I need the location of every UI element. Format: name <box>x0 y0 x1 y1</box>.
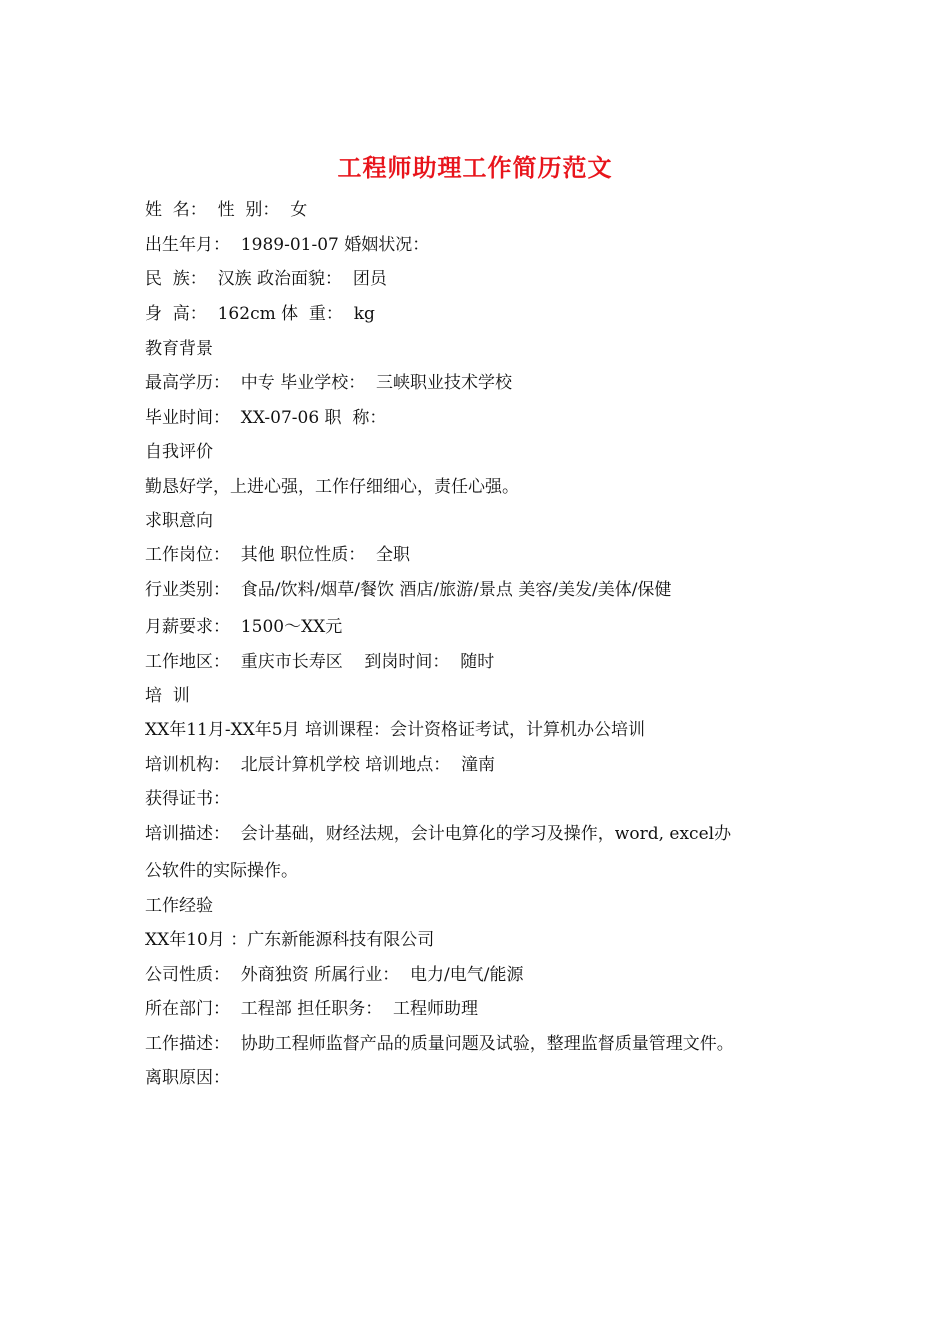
section-heading-self-evaluation: 自我评价 <box>145 442 213 462</box>
text-line-training-description-cont: 公软件的实际操作。 <box>145 861 298 881</box>
text-line-degree-school: 最高学历： 中专 毕业学校： 三峡职业技术学校 <box>145 373 513 393</box>
text-line-name-gender: 姓 名： 性 别： 女 <box>145 200 308 220</box>
section-heading-job-objective: 求职意向 <box>145 511 213 531</box>
text-line-company: XX年10月 ：广东新能源科技有限公司 <box>145 930 435 950</box>
section-heading-education: 教育背景 <box>145 339 213 359</box>
text-line-ethnicity-political: 民 族： 汉族 政治面貌： 团员 <box>145 269 387 289</box>
text-line-company-nature: 公司性质： 外商独资 所属行业： 电力/电气/能源 <box>145 965 524 985</box>
text-line-position-type: 工作岗位： 其他 职位性质： 全职 <box>145 545 411 565</box>
text-line-industry: 行业类别： 食品/饮料/烟草/餐饮 酒店/旅游/景点 美容/美发/美体/保健 <box>145 580 672 600</box>
section-heading-work-experience: 工作经验 <box>145 896 213 916</box>
text-line-birth-marital: 出生年月： 1989-01-07 婚姻状况： <box>145 235 430 255</box>
text-line-graduation-title: 毕业时间： XX-07-06 职 称： <box>145 408 387 428</box>
text-line-department: 所在部门： 工程部 担任职务： 工程师助理 <box>145 999 479 1019</box>
document-title: 工程师助理工作简历范文 <box>337 153 613 182</box>
text-line-training-institution: 培训机构： 北辰计算机学校 培训地点： 潼南 <box>145 755 496 775</box>
section-heading-training: 培 训 <box>145 686 190 706</box>
text-line-self-evaluation: 勤恳好学，上进心强，工作仔细细心，责任心强。 <box>145 477 519 497</box>
text-line-certificates: 获得证书： <box>145 789 230 809</box>
text-line-region-start: 工作地区： 重庆市长寿区 到岗时间： 随时 <box>145 652 495 672</box>
text-line-training-description: 培训描述： 会计基础，财经法规，会计电算化的学习及操作，word, excel办 <box>145 824 732 844</box>
text-line-job-description: 工作描述： 协助工程师监督产品的质量问题及试验，整理监督质量管理文件。 <box>145 1034 734 1054</box>
text-line-leave-reason: 离职原因： <box>145 1068 230 1088</box>
text-line-height-weight: 身 高： 162cm 体 重： kg <box>145 304 375 324</box>
text-line-salary: 月薪要求： 1500～XX元 <box>145 617 343 637</box>
text-line-training-course: XX年11月-XX年5月 培训课程：会计资格证考试，计算机办公培训 <box>145 720 646 740</box>
